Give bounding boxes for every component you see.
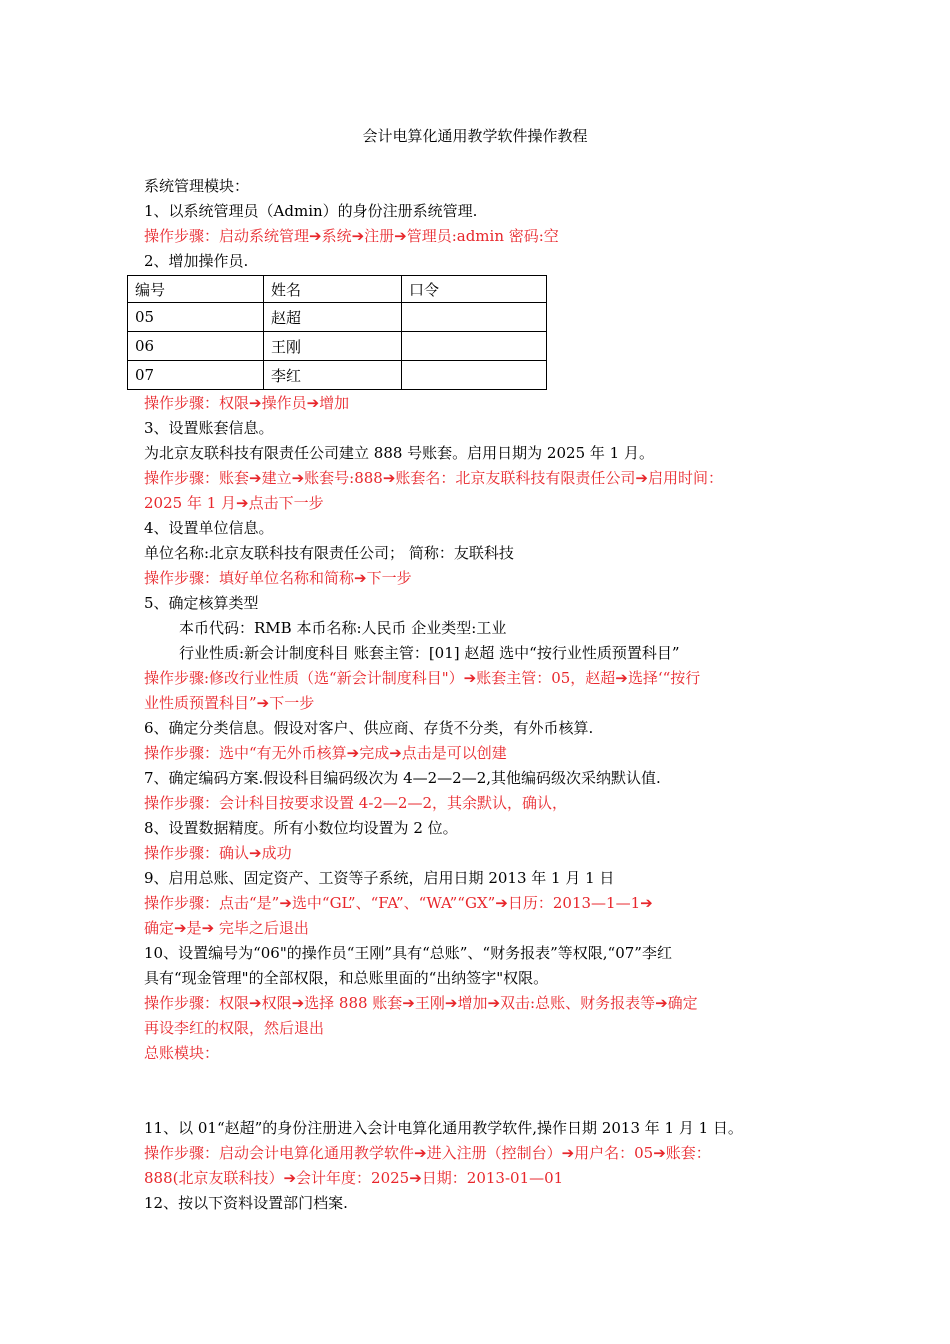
step-instruction-line: 操作步骤：账套➔建立➔账套号:888➔账套名：北京友联科技有限责任公司➔启用时间： [144,469,723,487]
step-instruction-line: 操作步骤：选中“有无外币核算➔完成➔点击是可以创建 [144,744,507,762]
header-name: 姓名 [264,276,402,303]
step-instruction-line: 操作步骤：启动会计电算化通用教学软件➔进入注册（控制台）➔用户名：05➔账套： [144,1144,711,1162]
cell-id: 06 [128,332,264,361]
step-instruction-line: 888(北京友联科技）➔会计年度：2025➔日期：2013-01—01 [144,1169,564,1187]
text-line: 10、设置编号为“06"的操作员“王刚”具有“总账”、“财务报表”等权限,“07”李红 [144,944,672,962]
step-instruction-line: 操作步骤：确认➔成功 [144,844,292,862]
section-general-ledger [144,1116,804,1216]
step-instruction-line: 操作步骤：填好单位名称和简称➔下一步 [144,569,412,587]
table-row [128,303,547,332]
table-row [128,361,547,390]
text-line: 1、以系统管理员（Admin）的身份注册系统管理. [144,202,478,220]
text-line: 5、确定核算类型 [144,594,259,612]
operator-table-header [128,276,547,303]
text-line: 12、按以下资料设置部门档案. [144,1194,348,1212]
cell-password [402,303,547,332]
table-row [128,332,547,361]
text-line: 11、以 01“赵超”的身份注册进入会计电算化通用教学软件,操作日期 2013 年 1 月 1 日。 [144,1119,743,1137]
cell-password [402,332,547,361]
cell-name: 王刚 [264,332,402,361]
step-instruction-line: 再设李红的权限，然后退出 [144,1019,325,1037]
text-line: 为北京友联科技有限责任公司建立 888 号账套。启用日期为 2025 年 1 月。 [144,444,654,462]
step-instruction-line: 总账模块： [144,1044,220,1062]
text-line: 本币代码：RMB 本币名称:人民币 企业类型:工业 [179,619,507,637]
step-instruction-line: 操作步骤:修改行业性质（选“新会计制度科目"）➔账套主管：05，赵超➔选择‘“按行 [144,669,701,687]
section-after-table [144,391,804,1066]
cell-password [402,361,547,390]
cell-name: 李红 [264,361,402,390]
text-line: 7、确定编码方案.假设科目编码级次为 4—2—2—2,其他编码级次采纳默认值. [144,769,661,787]
step-instruction-line: 操作步骤：权限➔操作员➔增加 [144,394,350,412]
step-instruction-line: 业性质预置科目”➔下一步 [144,694,315,712]
step-instruction-line: 操作步骤：点击“是”➔选中“GL”、“FA”、“WA”“GX”➔日历：2013—1—1➔ [144,894,653,912]
operator-table [127,275,547,390]
text-line: 单位名称:北京友联科技有限责任公司； 简称：友联科技 [144,544,514,562]
section-before-table [144,174,804,274]
step-instruction-line: 操作步骤：权限➔权限➔选择 888 账套➔王刚➔增加➔双击:总账、财务报表等➔确定 [144,994,698,1012]
cell-name: 赵超 [264,303,402,332]
step-instruction-line: 操作步骤：会计科目按要求设置 4-2—2—2，其余默认，确认， [144,794,568,812]
text-line: 4、设置单位信息。 [144,519,274,537]
text-line: 2、增加操作员. [144,252,249,270]
step-instruction-line: 2025 年 1 月➔点击下一步 [144,494,324,512]
spacer [144,1066,804,1116]
text-line: 具有“现金管理"的全部权限，和总账里面的“出纳签字"权限。 [144,969,549,987]
text-line: 行业性质:新会计制度科目 账套主管：[01] 赵超 选中“按行业性质预置科目” [179,644,680,662]
text-line: 3、设置账套信息。 [144,419,274,437]
step-instruction-line: 确定➔是➔ 完毕之后退出 [144,919,309,937]
document-title: 会计电算化通用教学软件操作教程 [362,127,588,145]
text-line: 系统管理模块： [144,177,250,195]
document-body [135,174,804,1216]
text-line: 9、启用总账、固定资产、工资等子系统，启用日期 2013 年 1 月 1 日 [144,869,615,887]
text-line: 6、确定分类信息。假设对客户、供应商、存货不分类，有外币核算. [144,719,594,737]
text-line: 8、设置数据精度。所有小数位均设置为 2 位。 [144,819,458,837]
header-id: 编号 [128,276,264,303]
header-password: 口令 [402,276,547,303]
cell-id: 07 [128,361,264,390]
cell-id: 05 [128,303,264,332]
step-instruction-line: 操作步骤：启动系统管理➔系统➔注册➔管理员:admin 密码:空 [144,227,559,245]
